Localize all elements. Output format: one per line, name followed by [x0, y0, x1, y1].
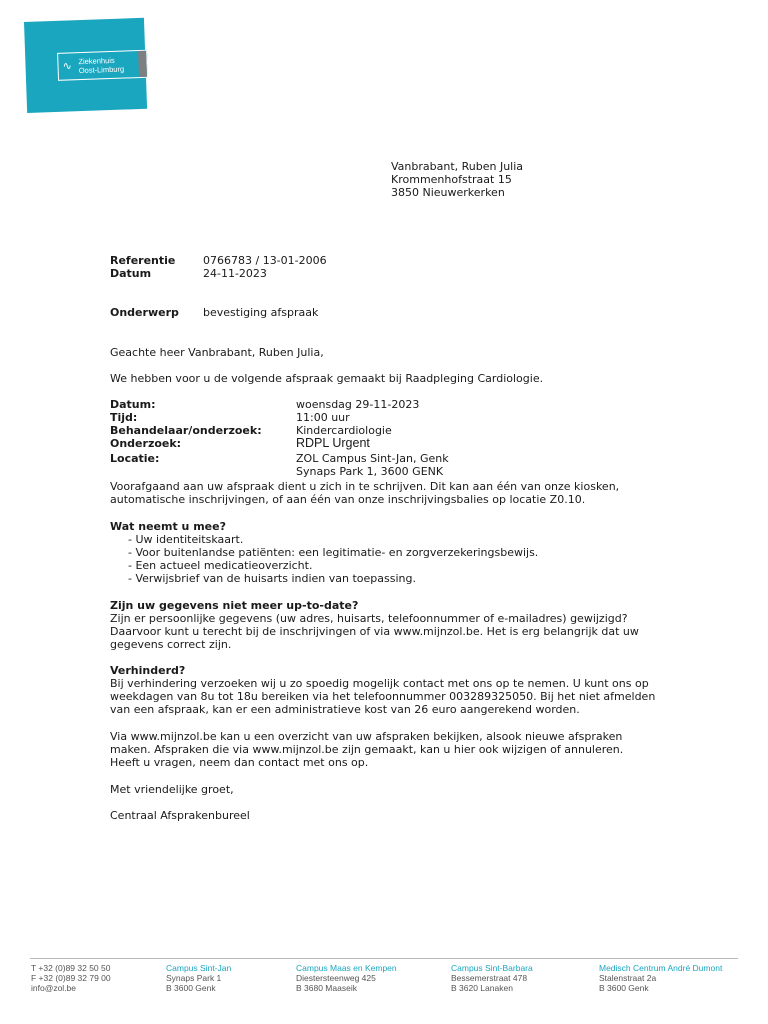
- footer-campus-sint-barbara: [451, 963, 533, 993]
- recipient-street: Krommenhofstraat 15: [391, 173, 512, 186]
- appointment-exam: RDPL Urgent: [296, 436, 370, 450]
- footer-campus-sint-jan: [166, 963, 231, 993]
- appointment-location-line-1: ZOL Campus Sint-Jan, Genk: [296, 452, 449, 465]
- appointment-details: [110, 398, 449, 478]
- appointment-location-label: Locatie:: [110, 452, 160, 465]
- footer-campus-street: Bessemerstraat 478: [451, 973, 528, 983]
- appointment-location-line-2: Synaps Park 1, 3600 GENK: [296, 465, 444, 478]
- date-value: 24-11-2023: [203, 267, 267, 280]
- reference-value: 0766783 / 13-01-2006: [203, 254, 327, 267]
- logo-line-1: Ziekenhuis: [78, 55, 115, 67]
- appointment-date-row: [110, 398, 449, 411]
- footer-campus-maas-en-kempen: [296, 963, 397, 993]
- subject-label: Onderwerp: [110, 306, 179, 319]
- salutation: Geachte heer Vanbrabant, Ruben Julia,: [110, 346, 324, 359]
- appointment-handler: Kindercardiologie: [296, 424, 392, 437]
- footer-campus-city: B 3620 Lanaken: [451, 983, 513, 993]
- appointment-date: woensdag 29-11-2023: [296, 398, 420, 411]
- recipient-name: Vanbrabant, Ruben Julia: [391, 160, 524, 173]
- footer-campus-name: Campus Sint-Jan: [166, 963, 232, 973]
- appointment-handler-label: Behandelaar/onderzoek:: [110, 424, 262, 437]
- bring-section: [110, 520, 670, 585]
- footer-campus-name: Campus Sint-Barbara: [451, 963, 533, 973]
- footer-campus-city: B 3680 Maaseik: [296, 983, 357, 993]
- footer-campus-street: Stalenstraat 2a: [599, 973, 657, 983]
- subject-value: bevestiging afspraak: [203, 306, 319, 319]
- appointment-location: [296, 452, 449, 478]
- footer-campus-street: Diestersteenweg 425: [296, 973, 376, 983]
- online-text: Via www.mijnzol.be kan u een overzicht van uw afspraken bekijken, alsook nieuwe afspraken maken. Afspraken die via www.mijnzol.be zijn gemaakt, kan u hier ook wijzigen of annuleren. Heeft u vragen, neem dan contact met ons op.: [110, 730, 624, 769]
- prevented-heading: Verhinderd?: [110, 664, 186, 677]
- logo-line-2: Oost-Limburg: [78, 64, 125, 76]
- subject-row: [110, 306, 318, 319]
- intro-text: We hebben voor u de volgende afspraak gemaakt bij Raadpleging Cardiologie.: [110, 372, 544, 385]
- appointment-time-label: Tijd:: [110, 411, 138, 424]
- footer-campus-name: Campus Maas en Kempen: [296, 963, 397, 973]
- signature-text: Centraal Afsprakenbureel: [110, 809, 250, 822]
- logo-text: [78, 56, 124, 76]
- logo-badge: [57, 50, 148, 81]
- appointment-location-row: [110, 452, 449, 478]
- appointment-time-row: [110, 411, 449, 424]
- appointment-exam-row: [110, 437, 449, 450]
- appointment-date-label: Datum:: [110, 398, 156, 411]
- update-text: Zijn er persoonlijke gegevens (uw adres, huisarts, telefoonnummer of e-mailadres) gewijzigd? Daarvoor kunt u terecht bij de inschrijvingen of via www.mijnzol.be. Het is erg belangrijk dat uw gegevens correct zijn.: [110, 612, 639, 651]
- footer-email: info@zol.be: [31, 983, 77, 993]
- footer-campus-city: B 3600 Genk: [166, 983, 216, 993]
- footer-fax: F +32 (0)89 32 79 00: [31, 973, 111, 983]
- footer-campus-city: B 3600 Genk: [599, 983, 649, 993]
- footer-contact: [31, 963, 111, 993]
- reference-label: Referentie: [110, 254, 176, 267]
- prevented-text: Bij verhindering verzoeken wij u zo spoedig mogelijk contact met ons op te nemen. U kunt ons op weekdagen van 8u tot 18u bereiken via het telefoonnummer 003289325050. Bij het niet afmelden van een afspraak, kan er een administratieve kost van 26 euro aangerekend worden.: [110, 677, 656, 716]
- footer-divider: [30, 958, 738, 959]
- bring-item: - Uw identiteitskaart.: [128, 533, 670, 546]
- prevented-section: [110, 664, 658, 716]
- update-section: [110, 599, 660, 651]
- update-heading: Zijn uw gegevens niet meer up-to-date?: [110, 599, 359, 612]
- appointment-exam-label: Onderzoek:: [110, 437, 182, 450]
- reference-row: [110, 254, 327, 267]
- bring-list: [110, 533, 670, 585]
- bring-heading: Wat neemt u mee?: [110, 520, 226, 533]
- bring-item: - Een actueel medicatieoverzicht.: [128, 559, 670, 572]
- date-label: Datum: [110, 267, 152, 280]
- logo-mark-icon: ∿: [62, 59, 73, 73]
- closing-text: Met vriendelijke groet,: [110, 783, 234, 796]
- footer-campus-name: Medisch Centrum André Dumont: [599, 963, 723, 973]
- bring-item: - Voor buitenlandse patiënten: een legitimatie- en zorgverzekeringsbewijs.: [128, 546, 670, 559]
- footer-campus-street: Synaps Park 1: [166, 973, 222, 983]
- footer-phone: T +32 (0)89 32 50 50: [31, 963, 111, 973]
- appointment-time: 11:00 uur: [296, 411, 350, 424]
- date-row: [110, 267, 267, 280]
- logo-grey-bar: [138, 51, 147, 77]
- bring-item: - Verwijsbrief van de huisarts indien van toepassing.: [128, 572, 670, 585]
- footer-medisch-centrum: [599, 963, 722, 993]
- appointment-handler-row: [110, 424, 449, 437]
- recipient-address: [391, 160, 523, 199]
- recipient-city: 3850 Nieuwerkerken: [391, 186, 505, 199]
- hospital-logo: [24, 18, 147, 113]
- checkin-text: Voorafgaand aan uw afspraak dient u zich in te schrijven. Dit kan aan één van onze kiosken, automatische inschrijvingen, of aan één van onze inschrijvingsbalies op locatie Z0.10.: [110, 480, 620, 506]
